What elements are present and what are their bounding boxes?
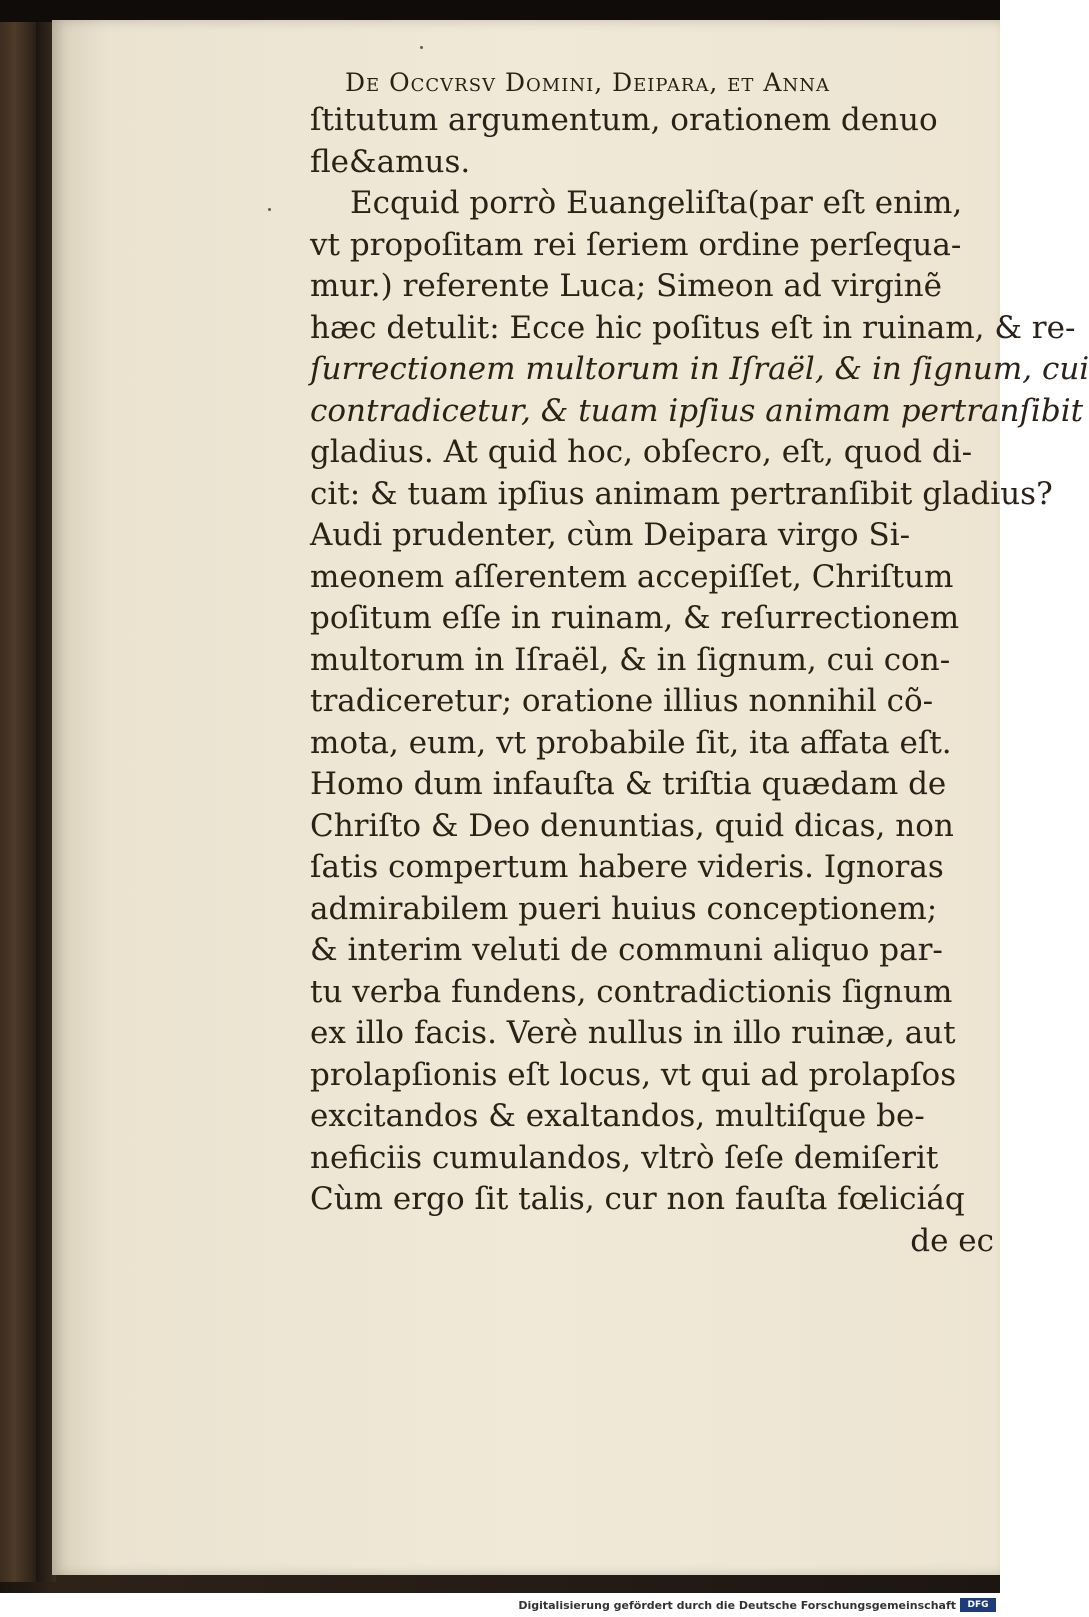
text-line: prolapſionis eſt locus, vt qui ad prolapſos <box>310 1056 957 1093</box>
text-line: fle&amus. <box>310 143 471 180</box>
text-line: tu verba fundens, contradictionis ſignum <box>310 973 953 1010</box>
scan-top-edge <box>0 0 1000 22</box>
text-line: meonem aſſerentem accepiſſet, Chriſtum <box>310 558 954 595</box>
text-line: mur.) referente Luca; Simeon ad virginẽ <box>310 268 942 304</box>
funding-credit: Digitalisierung gefördert durch die Deutsche Forschungsgemeinschaft <box>518 1599 956 1612</box>
catchword: de ec <box>910 1222 994 1259</box>
running-header: De Occvrsv Domini, Deipara, et Anna <box>345 68 830 97</box>
text-line: poſitum eſſe in ruinam, & reſurrectionem <box>310 600 960 636</box>
dfg-logo: DFG <box>960 1598 996 1612</box>
text-line: Chriſto & Deo denuntias, quid dicas, non <box>310 807 954 844</box>
text-line: admirabilem pueri huius conceptionem; <box>310 890 938 927</box>
text-line: neficiis cumulandos, vltrò ſeſe demiſerit <box>310 1139 939 1176</box>
text-line: & interim veluti de communi aliquo par- <box>310 932 943 968</box>
text-line: hæc detulit: Ecce hic poſitus eſt in ruinam, & re- <box>310 309 1076 346</box>
text-line: Cùm ergo ſit talis, cur non fauſta fœliciáq <box>310 1181 965 1217</box>
text-line: mota, eum, vt probabile ſit, ita affata eſt. <box>310 724 952 761</box>
text-line: Ecquid porrò Euangeliſta(par eſt enim, <box>350 185 963 221</box>
text-line: multorum in Iſraël, & in ſignum, cui con- <box>310 641 951 678</box>
ink-speck <box>420 46 423 49</box>
text-line: vt propoſitam rei ſeriem ordine perſequa- <box>310 226 962 263</box>
text-line: cit: & tuam ipſius animam pertranſibit gladius? <box>310 475 1053 512</box>
text-line: ſatis compertum habere videris. Ignoras <box>310 849 944 885</box>
text-line: ſtitutum argumentum, orationem denuo <box>310 102 938 138</box>
text-line: excitandos & exaltandos, multiſque be- <box>310 1098 925 1134</box>
ink-speck <box>268 208 271 211</box>
book-binding <box>0 22 36 1582</box>
text-line: gladius. At quid hoc, obſecro, eſt, quod di- <box>310 434 973 470</box>
text-line: contradicetur, & tuam ipſius animam pertranſibit <box>310 392 1084 429</box>
text-line: ex illo facis. Verè nullus in illo ruinæ, aut <box>310 1015 956 1051</box>
text-line: Audi prudenter, cùm Deipara virgo Si- <box>310 517 911 553</box>
text-line: ſurrectionem multorum in Iſraël, & in ſignum, cui <box>310 351 1089 387</box>
page-text-block <box>310 100 1089 1262</box>
text-line: Homo dum infauſta & triſtia quædam de <box>310 766 947 802</box>
text-line: tradiceretur; oratione illius nonnihil cõ- <box>310 683 934 719</box>
